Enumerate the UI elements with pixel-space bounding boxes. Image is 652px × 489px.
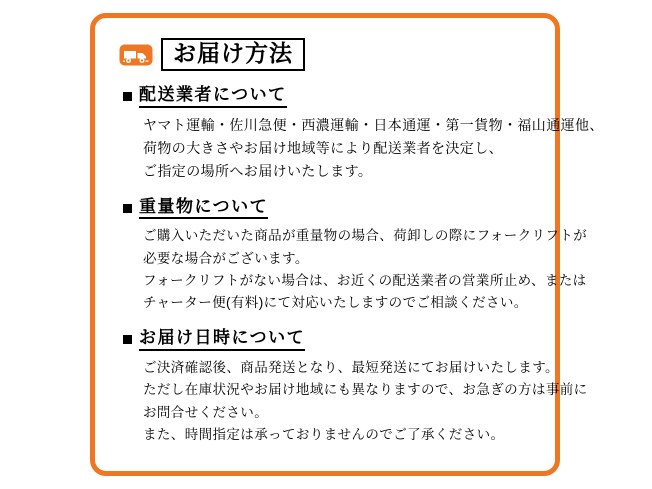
- section-heavy-items: [117, 196, 588, 315]
- section-carrier: [117, 85, 604, 183]
- bullet-square-icon: [123, 204, 132, 213]
- body-line: ご指定の場所へお届けいたします。: [143, 162, 373, 179]
- body-line: ヤマト運輸・佐川急便・西濃運輸・日本通運・第一貨物・福山通運他、: [143, 116, 604, 133]
- body-line: お問合せください。: [143, 404, 269, 420]
- body-line: フォークリフトがない場合は、お近くの配送業者の営業所止め、または: [143, 272, 587, 288]
- section-body: [143, 114, 604, 183]
- bullet-square-icon: [123, 335, 132, 344]
- delivery-info-panel: [90, 13, 604, 476]
- panel-title: お届け方法: [173, 40, 293, 66]
- body-line: ご購入いただいた商品が重量物の場合、荷卸しの際にフォークリフトが: [143, 228, 588, 244]
- body-line: チャーター便(有料)にて対応いたしますのでご相談ください。: [143, 295, 528, 311]
- section-heading-row: [123, 197, 535, 220]
- section-heading-row: [123, 85, 535, 108]
- body-line: ただし在庫状況やお届け地域にも異なりますので、お急ぎの方は事前に: [143, 382, 588, 398]
- section-delivery-datetime: [117, 328, 588, 446]
- section-heading: 配送業者について: [139, 85, 287, 108]
- body-line: また、時間指定は承っておりませんのでご了承ください。: [143, 426, 505, 442]
- section-heading: 重量物について: [139, 197, 268, 220]
- body-line: ご決済確認後、商品発送となり、最短発送にてお届けいたします。: [143, 359, 559, 375]
- panel-title-row: [119, 38, 535, 71]
- panel-content: [95, 18, 604, 456]
- bullet-square-icon: [123, 92, 132, 101]
- body-line: 荷物の大きさやお届け地域等により配送業者を決定し、: [143, 139, 503, 156]
- section-heading: お届け日時について: [139, 328, 305, 351]
- body-line: 必要な場合がございます。: [143, 250, 309, 266]
- section-body: [143, 225, 588, 314]
- section-body: [143, 357, 588, 446]
- delivery-truck-icon: [119, 40, 153, 70]
- panel-title-box: [161, 38, 305, 71]
- section-heading-row: [123, 328, 535, 351]
